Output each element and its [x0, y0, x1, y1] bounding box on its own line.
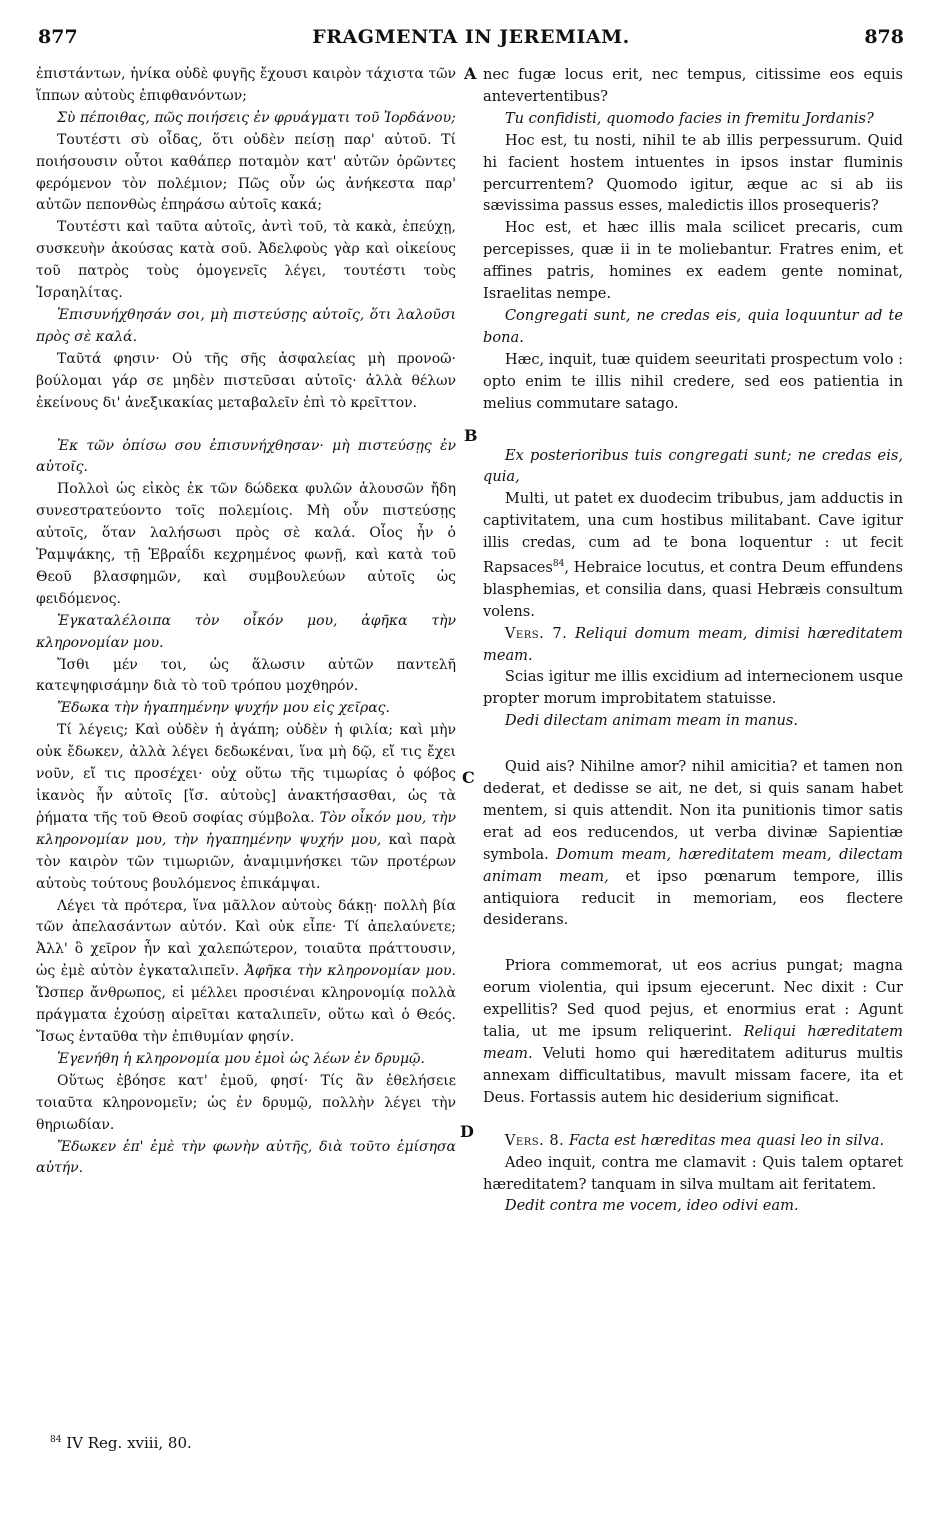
greek-lemma: Ἐγκαταλέλοιπα τὸν οἶκόν μου, ἀφῆκα τὴν κληρονομίαν μου.	[36, 612, 456, 651]
latin-lemma: Dedi dilectam animam meam in manus.	[504, 712, 799, 730]
greek-quote: Τὸν οἶκόν μου, τὴν κληρονομίαν μου, τὴν ἠγαπημένην ψυχήν μου,	[36, 809, 456, 848]
latin-paragraph	[483, 488, 903, 622]
margin-letter-b: B	[464, 426, 478, 445]
verse-text: Reliqui domum meam, dimisi hæreditatem meam.	[483, 624, 903, 664]
greek-paragraph: Τουτέστι σὺ οἶδας, ὅτι οὐδὲν πείσῃ παρ' αὐτοῦ. Τί ποιήσουσιν οὗτοι καθάπερ ποταμὸν κατ' αὐτῶν ὁρῶντες φερόμενον τὸν πολέμιον; Πῶς οὖν ὡς ἀνήκεστα παρ' αὐτῶν πεπονθὼς ἐπηράσω αὐτοῖς κακά;	[36, 131, 456, 214]
latin-paragraph: Adeo inquit, contra me clamavit : Quis talem optaret hæreditatem? tanquam in silva multam ait feritatem.	[483, 1153, 903, 1193]
latin-text: Multi, ut patet ex duodecim tribubus, jam adductis in captivitatem, una cum hostibus militabant. Cave igitur illis credas, cum ad te bona loquentur : ut fecit Rapsaces	[483, 490, 903, 576]
latin-text: Priora commemorat, ut eos acrius pungat; magna eorum violentia, qui ipsum ejecerunt. Nec dixit : Cur expellitis? Sed quod pejus, et enormius erat : Agunt talia, ut me ipsum reliquerint.	[483, 957, 903, 1041]
latin-lemma: Ex posterioribus tuis congregati sunt; ne credas eis, quia,	[483, 446, 903, 486]
page-number-right: 878	[864, 26, 904, 48]
margin-letter-d: D	[460, 1122, 474, 1141]
latin-text: , Hebraice locutus, et contra Deum effundens blasphemias, et consilia dans, quasi Hebræis consultum volens.	[483, 558, 903, 620]
greek-lemma: Ἔδωκεν ἐπ' ἐμὲ τὴν φωνὴν αὐτῆς, διὰ τοῦτο ἐμίσησα αὐτήν.	[36, 1138, 456, 1177]
footnote	[50, 1434, 192, 1452]
latin-paragraph: nec fugæ locus erit, nec tempus, citissime eos equis antevertentibus?	[483, 66, 903, 105]
greek-quote: Ἀφῆκα τὴν κληρονομίαν μου.	[244, 963, 456, 980]
latin-column	[483, 64, 903, 1474]
greek-lemma: Σὺ πέποιθας, πῶς ποιήσεις ἐν φρυάγματι τοῦ Ἰορδάνου;	[57, 109, 456, 126]
greek-lemma: Ἔδωκα τὴν ἠγαπημένην ψυχήν μου εἰς χεῖρας.	[57, 700, 390, 717]
latin-paragraph: Hoc est, et hæc illis mala scilicet precaris, cum percepisses, quæ ii in te moliebantur. Fratres enim, et affines patris, homines ex eadem gente nominat, Israelitas nempe.	[483, 219, 903, 303]
margin-letter-c: C	[462, 768, 475, 787]
latin-quote: Reliqui hæreditatem meam.	[483, 1023, 903, 1063]
latin-lemma: Tu confidisti, quomodo facies in fremitu Jordanis?	[504, 109, 874, 127]
verse-text: Facta est hæreditas mea quasi leo in silva.	[568, 1131, 885, 1149]
latin-paragraph	[483, 756, 903, 931]
greek-paragraph: Τουτέστι καὶ ταῦτα αὐτοῖς, ἀντὶ τοῦ, τὰ κακὰ, ἐπεύχῃ, συσκευὴν ἀκούσας κατὰ σοῦ. Ἀδελφοὺς γὰρ καὶ οἰκείους τοῦ πατρὸς τοὺς ὁμογενεῖς λέγει, τουτέστι τοὺς Ἰσραηλίτας.	[36, 219, 456, 302]
greek-lemma: Ἐκ τῶν ὀπίσω σου ἐπισυνήχθησαν· μὴ πιστεύσῃς ἐν αὐτοῖς.	[36, 437, 456, 476]
greek-paragraph	[36, 896, 456, 1049]
greek-text: Λέγει τὰ πρότερα, ἵνα μᾶλλον αὐτοὺς δάκῃ· πολλὴ βία τῶν ἀπελασάντων αὐτόν. Καὶ οὐκ εἶπε· Τί ἀπελαύνετε; Ἀλλ' ὃ χεῖρον ἦν καὶ χαλεπώτερον, τοιαῦτα πράττουσιν, ὡς ἐμὲ αὐτὸν ἐγκαταλιπεῖν.	[36, 897, 456, 980]
margin-letter-a: A	[464, 64, 477, 83]
greek-text: Τί λέγεις; Καὶ οὐδὲν ἡ ἀγάπη; οὐδὲν ἡ φιλία; καὶ μὴν οὐκ ἔδωκεν, ἀλλὰ λέγει δεδωκέναι, ἵνα μὴ δῷ, εἴ τις ἔχει νοῦν, εἴ τις προσέχει· οὐχ οὕτω τῆς τιμωρίας ὁ φόβος ἱκανὸς ἦν αὐτοῖς [ἴσ. αὐτοὺς] ἀνακτήσασθαι, ὡς τὰ ῥήματα τῆς τοῦ Θεοῦ σοφίας σύμβολα.	[36, 722, 456, 826]
greek-paragraph: ἐπιστάντων, ἡνίκα οὐδὲ φυγῆς ἔχουσι καιρὸν τάχιστα τῶν ἵππων αὐτοὺς ἐπιφθανόντων;	[36, 66, 456, 104]
verse-label: Vers. 8.	[504, 1131, 565, 1149]
latin-paragraph: Scias igitur me illis excidium ad internecionem usque propter morum improbitatem statuisse.	[483, 668, 903, 708]
greek-text: Ὥσπερ ἄνθρωπος, εἰ μέλλει προσιέναι κληρονομίᾳ πολλὰ πράγματα ἐχούσῃ αἱρεῖται καταλιπεῖν, οὕτω καὶ ὁ Θεός. Ἴσως ἐνταῦθα τὴν ἐπιθυμίαν φησίν.	[36, 985, 456, 1045]
running-header	[38, 26, 904, 60]
greek-lemma: Ἐγενήθη ἡ κληρονομία μου ἐμοὶ ὡς λέων ἐν δρυμῷ.	[57, 1050, 425, 1067]
greek-paragraph: Ἴσθι μέν τοι, ὡς ἅλωσιν αὐτῶν παντελῆ κατεψηφισάμην διὰ τὸ τοῦ τρόπου μοχθηρόν.	[36, 656, 456, 695]
page-number-left: 877	[38, 26, 78, 48]
footnote-ref: 84	[552, 559, 565, 570]
verse-label: Vers. 7.	[504, 624, 568, 642]
footnote-number: 84	[50, 1435, 62, 1445]
running-title: FRAGMENTA IN JEREMIAM.	[312, 26, 630, 48]
greek-text: καὶ παρὰ τὸν καιρὸν τῶν τιμωριῶν, ἀναμιμνήσκει τῶν προτέρων αὐτοὺς τούτους βουλόμενος ἐπικάμψαι.	[36, 831, 456, 892]
greek-lemma: Ἐπισυνήχθησάν σοι, μὴ πιστεύσῃς αὐτοῖς, ὅτι λαλοῦσι πρὸς σὲ καλά.	[36, 306, 456, 345]
latin-lemma: Congregati sunt, ne credas eis, quia loquuntur ad te bona.	[483, 306, 903, 346]
latin-paragraph	[483, 955, 903, 1108]
latin-paragraph: Hoc est, tu nosti, nihil te ab illis perpessurum. Quid hi facient hostem intuentes in ipsos instar fluminis percurrentem? Quomodo igitur, æque ac si ab iis sævissima passus esses, maledictis illos prosequeris?	[483, 131, 903, 215]
greek-paragraph: Οὕτως ἐβόησε κατ' ἐμοῦ, φησί· Τίς ἂν ἐθελήσειε τοιαῦτα κληρονομεῖν; ὡς ἐν δρυμῷ, πολλὴν λέγει τὴν θηριωδίαν.	[36, 1072, 456, 1133]
greek-paragraph: Ταῦτά φησιν· Οὐ τῆς σῆς ἀσφαλείας μὴ προνοῶ· βούλομαι γάρ σε μηδὲν πιστεῦσαι αὐτοῖς· ἀλλὰ θέλων ἐκείνους δι' ἀνεξικακίας μεταβαλεῖν ἐπὶ τὸ κρεῖττον.	[36, 350, 456, 411]
verse-paragraph	[483, 623, 903, 667]
greek-column	[36, 64, 456, 1474]
verse-paragraph	[483, 1130, 903, 1152]
latin-text: et ipso pœnarum tempore, illis antiquiora reducit in memoriam, eos flectere desiderans.	[483, 867, 903, 929]
greek-paragraph	[36, 720, 456, 895]
latin-quote: Domum meam, hæreditatem meam, dilectam animam meam,	[483, 845, 903, 885]
latin-paragraph: Hæc, inquit, tuæ quidem seeuritati prospectum volo : opto enim te illis nihil credere, sed eos patientia in melius commutare satago.	[483, 350, 903, 412]
latin-text: Quid ais? Nihilne amor? nihil amicitia? et tamen non dederat, et dedisse se ait, ne det, si quis sanam habet mentem, si quis attendit. Non ita punitionis timor satis erat ad eos reducendos, ut verba divinæ Sapientiæ symbola.	[483, 758, 903, 863]
latin-lemma: Dedit contra me vocem, ideo odivi eam.	[504, 1197, 799, 1215]
greek-paragraph: Πολλοὶ ὡς εἰκὸς ἐκ τῶν δώδεκα φυλῶν ἁλουσῶν ἤδη συνεστρατεύοντο τοῖς πολεμίοις. Μὴ οὖν πιστεύσῃς αὐτοῖς, ὅταν λαλήσωσι πρὸς σὲ καλά. Οἷος ἦν ὁ Ῥαμψάκης, τῇ Ἑβραΐδι κεχρημένος φωνῇ, καὶ κατὰ τοῦ Θεοῦ βλασφημῶν, καὶ συμβουλεύων αὐτοῖς ὡς φειδόμενος.	[36, 481, 456, 607]
footnote-text: IV Reg. xviii, 80.	[66, 1434, 192, 1452]
latin-text: Veluti homo qui hæreditatem aditurus multis annexam difficultatibus, mavult missam facere, ita et Deus. Fortassis autem hic desiderium significat.	[483, 1045, 903, 1106]
